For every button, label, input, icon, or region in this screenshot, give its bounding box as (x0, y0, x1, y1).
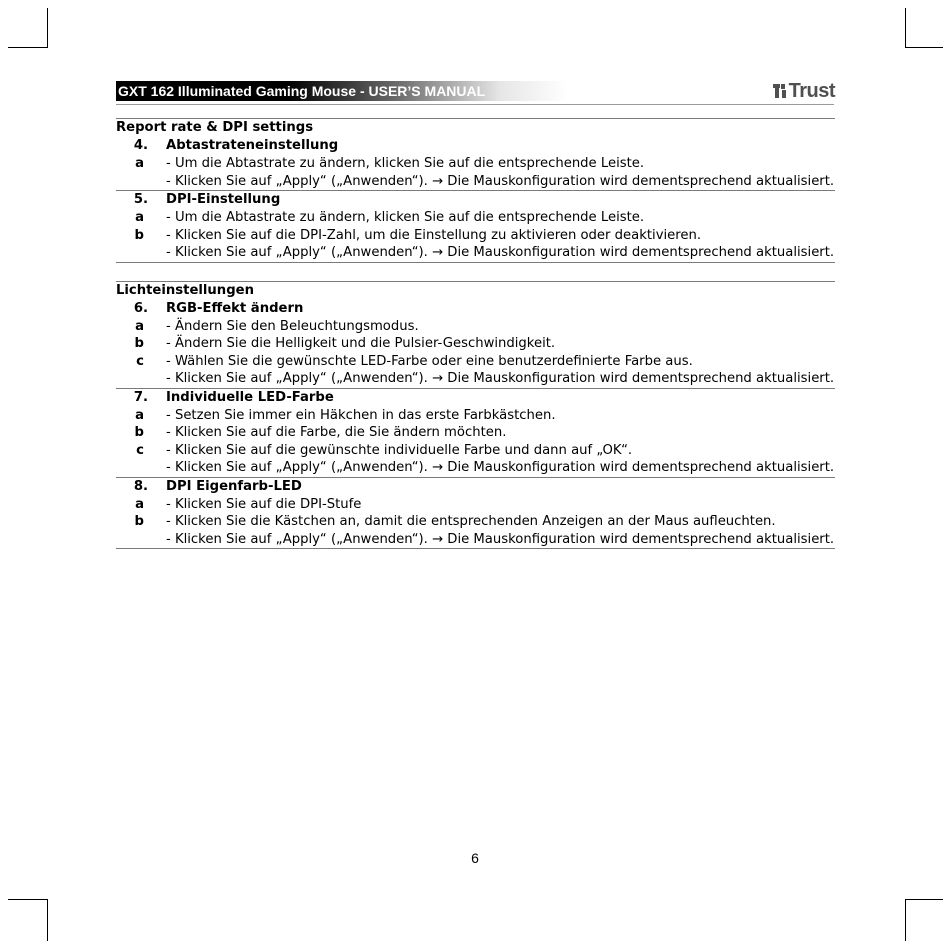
crop-mark-top-left-horizontal (8, 47, 48, 48)
step-letter: a (135, 210, 144, 225)
step-row (116, 424, 835, 442)
item-title: DPI-Einstellung (166, 192, 281, 207)
section-title: Report rate & DPI settings (116, 118, 835, 137)
step-text: - Klicken Sie auf die Farbe, die Sie ändern möchten. (166, 425, 507, 440)
step-row (116, 244, 835, 262)
step-text: - Klicken Sie auf „Apply“ („Anwenden“). → Die Mauskonfiguration wird dementsprechend aktualisiert. (166, 460, 835, 475)
crop-mark-bottom-right-horizontal (905, 899, 943, 900)
step-letter: c (136, 442, 144, 458)
step-row (116, 335, 835, 353)
section-title: Lichteinstellungen (116, 281, 835, 300)
step-text: - Ändern Sie den Beleuchtungsmodus. (166, 318, 419, 334)
step-letter: a (135, 318, 144, 334)
step-row (116, 209, 835, 227)
step-letter: b (134, 425, 144, 440)
step-row (116, 318, 835, 336)
step-row (116, 513, 835, 531)
item-heading (116, 191, 835, 209)
step-letter (116, 531, 144, 549)
step-text: - Klicken Sie auf „Apply“ („Anwenden“). → Die Mauskonfiguration wird dementsprechend aktualisiert. (166, 371, 835, 386)
crop-mark-bottom-left-vertical (47, 899, 48, 941)
step-row (116, 496, 835, 514)
step-letter (116, 173, 144, 191)
step-text: - Um die Abtastrate zu ändern, klicken Sie auf die entsprechende Leiste. (166, 156, 645, 171)
section-lighting (116, 281, 835, 550)
crop-mark-top-right-vertical (905, 8, 906, 48)
step-letter: b (134, 336, 144, 351)
header-rule (116, 104, 834, 105)
step-text: - Um die Abtastrate zu ändern, klicken Sie auf die entsprechende Leiste. (166, 210, 645, 225)
step-row (116, 353, 835, 371)
step-text: - Ändern Sie die Helligkeit und die Pulsier-Geschwindigkeit. (166, 336, 556, 351)
step-row (116, 442, 835, 460)
header-manual: USER’S MANUAL (368, 83, 486, 99)
item-number: 8. (133, 478, 148, 494)
step-text: - Klicken Sie auf die gewünschte individuelle Farbe und dann auf „OK“. (166, 442, 633, 458)
section-gap (116, 263, 835, 281)
step-letter (116, 244, 144, 262)
item-heading (116, 300, 835, 318)
step-letter: a (135, 156, 144, 171)
section-report-rate-dpi (116, 118, 835, 263)
item-heading (116, 478, 835, 496)
step-letter (116, 459, 144, 477)
trust-logo-mark-icon (773, 83, 789, 99)
item-number: 5. (133, 192, 148, 207)
step-row (116, 370, 835, 388)
step-row (116, 155, 835, 173)
step-row (116, 531, 835, 549)
step-letter (116, 370, 144, 388)
step-text: - Klicken Sie auf die DPI-Stufe (166, 496, 362, 512)
item-number: 4. (133, 138, 148, 153)
step-letter: a (135, 496, 144, 512)
page-number: 6 (471, 850, 479, 866)
manual-content (116, 118, 835, 549)
step-text: - Klicken Sie auf „Apply“ („Anwenden“). → Die Mauskonfiguration wird dementsprechend aktualisiert. (166, 531, 835, 547)
item-heading (116, 137, 835, 155)
step-text: - Klicken Sie auf die DPI-Zahl, um die Einstellung zu aktivieren oder deaktivieren. (166, 227, 702, 243)
item-heading (116, 389, 835, 407)
step-row (116, 173, 835, 191)
step-text: - Klicken Sie auf „Apply“ („Anwenden“). → Die Mauskonfiguration wird dementsprechend aktualisiert. (166, 245, 835, 260)
step-letter: b (134, 514, 144, 529)
item-title: DPI Eigenfarb-LED (166, 478, 302, 494)
step-letter: c (136, 353, 144, 369)
step-text: - Wählen Sie die gewünschte LED-Farbe oder eine benutzerdefinierte Farbe aus. (166, 353, 693, 369)
step-letter: b (134, 227, 144, 243)
step-text: - Setzen Sie immer ein Häkchen in das erste Farbkästchen. (166, 407, 556, 423)
crop-mark-bottom-left-horizontal (8, 899, 48, 900)
header-separator: - (356, 83, 369, 99)
section-divider (116, 548, 835, 549)
item-title: Individuelle LED-Farbe (166, 389, 334, 405)
crop-mark-bottom-right-vertical (905, 899, 906, 941)
item-number: 7. (133, 389, 148, 405)
crop-mark-top-right-horizontal (905, 47, 943, 48)
crop-mark-top-left-vertical (47, 8, 48, 48)
trust-logo-text: Trust (788, 80, 835, 102)
item-title: RGB-Effekt ändern (166, 300, 304, 316)
item-number: 6. (133, 300, 148, 316)
step-row (116, 407, 835, 425)
step-letter: a (135, 407, 144, 423)
step-text: - Klicken Sie die Kästchen an, damit die entsprechenden Anzeigen an der Maus aufleuchten. (166, 514, 776, 529)
header-product: GXT 162 Illuminated Gaming Mouse (118, 83, 357, 99)
item-title: Abtastrateneinstellung (166, 138, 339, 153)
header-bar (116, 81, 568, 101)
step-row (116, 227, 835, 245)
step-row (116, 459, 835, 477)
step-text: - Klicken Sie auf „Apply“ („Anwenden“). → Die Mauskonfiguration wird dementsprechend aktualisiert. (166, 173, 835, 189)
trust-logo (760, 79, 835, 103)
